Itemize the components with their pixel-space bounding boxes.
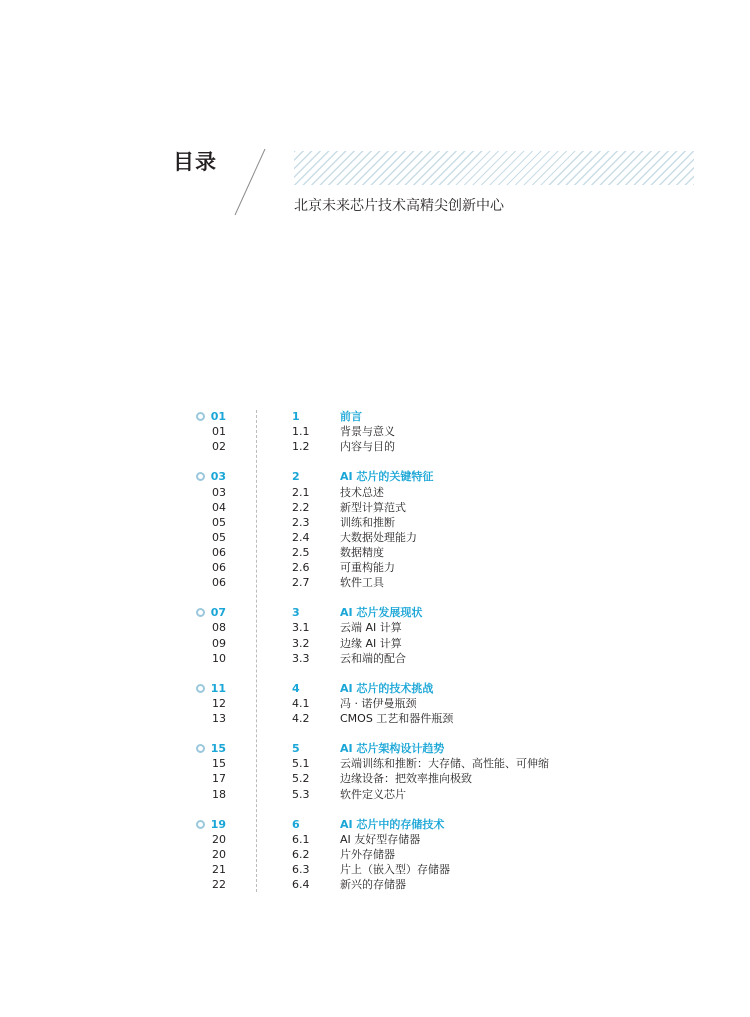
toc-section-row[interactable] (0, 696, 750, 711)
toc-section-number: 6.2 (292, 848, 310, 861)
toc-section-number: 2.4 (292, 531, 310, 544)
toc-section-row[interactable] (0, 862, 750, 877)
toc-page-number: 06 (212, 546, 226, 559)
toc-page-number: 17 (212, 772, 226, 785)
toc-section-row[interactable] (0, 500, 750, 515)
toc-section-row[interactable] (0, 575, 750, 590)
toc-section-number: 2.2 (292, 501, 310, 514)
toc-chapter-row[interactable] (0, 605, 750, 620)
toc-section-row[interactable] (0, 877, 750, 892)
toc-page-number: 06 (212, 576, 226, 589)
toc-section-row[interactable] (0, 832, 750, 847)
toc-page-number: 02 (212, 440, 226, 453)
toc-entry-title: 可重构能力 (340, 561, 395, 574)
toc-section-row[interactable] (0, 530, 750, 545)
toc-chapter-row[interactable] (0, 409, 750, 424)
toc-chapter-row[interactable] (0, 817, 750, 832)
toc-page-number: 04 (212, 501, 226, 514)
toc-section-row[interactable] (0, 424, 750, 439)
toc-section-number: 3.1 (292, 621, 310, 634)
toc-entry-title: AI 友好型存储器 (340, 833, 421, 846)
toc-section-number: 3.2 (292, 637, 310, 650)
toc-section-number: 2.3 (292, 516, 310, 529)
toc-section-number: 2.6 (292, 561, 310, 574)
toc-entry-title: 片外存储器 (340, 848, 395, 861)
toc-section-number: 5.1 (292, 757, 310, 770)
toc-section-row[interactable] (0, 485, 750, 500)
toc-page-number: 15 (212, 757, 226, 770)
toc-entry-title: CMOS 工艺和器件瓶颈 (340, 712, 454, 725)
toc-section-row[interactable] (0, 771, 750, 786)
toc-entry-title: 云端 AI 计算 (340, 621, 402, 634)
toc-entry-title: AI 芯片的关键特征 (340, 470, 434, 483)
toc-section-row[interactable] (0, 515, 750, 530)
toc-chapter-row[interactable] (0, 681, 750, 696)
toc-section-number: 5.3 (292, 788, 310, 801)
toc-section-number: 1.1 (292, 425, 310, 438)
toc-page-number: 20 (212, 833, 226, 846)
toc-page-number: 07 (210, 606, 226, 619)
toc-entry-title: 片上（嵌入型）存储器 (340, 863, 450, 876)
toc-chapter-row[interactable] (0, 469, 750, 484)
toc-entry-title: 前言 (340, 410, 362, 423)
toc-section-row[interactable] (0, 560, 750, 575)
toc-page-number: 15 (210, 742, 226, 755)
toc-entry-title: 软件定义芯片 (340, 788, 406, 801)
toc-section-row[interactable] (0, 545, 750, 560)
toc-page-number: 03 (210, 470, 226, 483)
toc-section-row[interactable] (0, 787, 750, 802)
toc-entry-title: 云端训练和推断：大存储、高性能、可伸缩 (340, 757, 549, 770)
toc-section-number: 1.2 (292, 440, 310, 453)
toc-section-number: 6.3 (292, 863, 310, 876)
toc-section-number: 4 (292, 682, 300, 695)
toc-entry-title: 大数据处理能力 (340, 531, 417, 544)
page-title: 目录 (173, 150, 217, 174)
toc-entry-title: 新兴的存储器 (340, 878, 406, 891)
toc-page-number: 12 (212, 697, 226, 710)
toc-entry-title: 训练和推断 (340, 516, 395, 529)
toc-section-row[interactable] (0, 711, 750, 726)
toc-chapter-row[interactable] (0, 741, 750, 756)
toc-section-row[interactable] (0, 620, 750, 635)
toc-section-number: 2.5 (292, 546, 310, 559)
toc-section-row[interactable] (0, 651, 750, 666)
toc-section-number: 6.4 (292, 878, 310, 891)
toc-page-number: 21 (212, 863, 226, 876)
toc-section-number: 1 (292, 410, 300, 423)
toc-section-number: 2 (292, 470, 300, 483)
toc-page-number: 05 (212, 516, 226, 529)
toc-page-number: 18 (212, 788, 226, 801)
toc-section-row[interactable] (0, 439, 750, 454)
toc-section-number: 4.2 (292, 712, 310, 725)
toc-section-number: 4.1 (292, 697, 310, 710)
toc-entry-title: AI 芯片的技术挑战 (340, 682, 434, 695)
toc-section-number: 5 (292, 742, 300, 755)
toc-entry-title: 云和端的配合 (340, 652, 406, 665)
toc-page-number: 11 (210, 682, 226, 695)
toc-page-number: 05 (212, 531, 226, 544)
toc-section-number: 2.1 (292, 486, 310, 499)
toc-section-number: 5.2 (292, 772, 310, 785)
toc-entry-title: AI 芯片架构设计趋势 (340, 742, 445, 755)
toc-entry-title: 软件工具 (340, 576, 384, 589)
toc-entry-title: AI 芯片中的存储技术 (340, 818, 445, 831)
toc-page-number: 01 (212, 425, 226, 438)
toc-page-number: 06 (212, 561, 226, 574)
toc-page-number: 22 (212, 878, 226, 891)
toc-section-number: 6 (292, 818, 300, 831)
toc-entry-title: 内容与目的 (340, 440, 395, 453)
toc-entry-title: 边缘 AI 计算 (340, 637, 402, 650)
toc-page-number: 13 (212, 712, 226, 725)
toc-section-row[interactable] (0, 636, 750, 651)
toc-section-number: 6.1 (292, 833, 310, 846)
toc-page-number: 20 (212, 848, 226, 861)
toc-entry-title: AI 芯片发展现状 (340, 606, 423, 619)
toc-page-number: 10 (212, 652, 226, 665)
toc-entry-title: 技术总述 (340, 486, 384, 499)
toc-entry-title: 边缘设备：把效率推向极致 (340, 772, 472, 785)
toc-section-row[interactable] (0, 847, 750, 862)
toc-section-number: 3.3 (292, 652, 310, 665)
subtitle: 北京未来芯片技术高精尖创新中心 (294, 198, 504, 214)
toc-section-number: 3 (292, 606, 300, 619)
toc-page-number: 08 (212, 621, 226, 634)
toc-page-number: 01 (210, 410, 226, 423)
toc-page-number: 09 (212, 637, 226, 650)
toc-entry-title: 新型计算范式 (340, 501, 406, 514)
toc-entry-title: 背景与意义 (340, 425, 395, 438)
toc-page-number: 19 (210, 818, 226, 831)
toc-entry-title: 冯 · 诺伊曼瓶颈 (340, 697, 417, 710)
toc-section-number: 2.7 (292, 576, 310, 589)
toc-entry-title: 数据精度 (340, 546, 384, 559)
toc-page-number: 03 (212, 486, 226, 499)
toc-section-row[interactable] (0, 756, 750, 771)
